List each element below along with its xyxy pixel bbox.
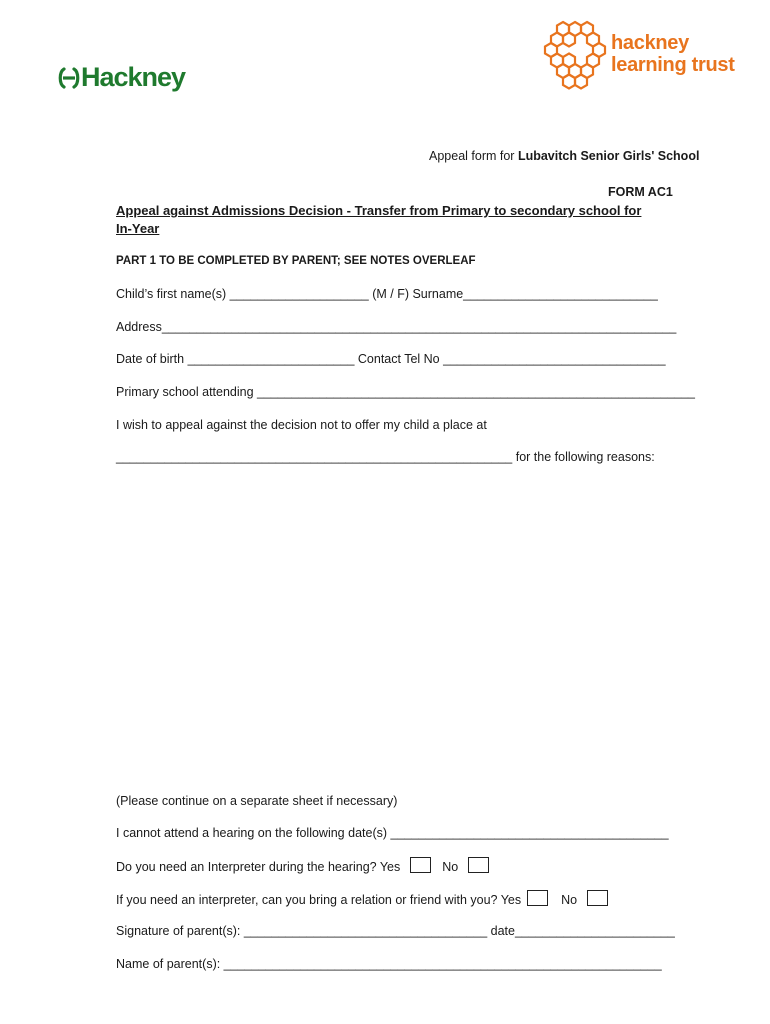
form-code: FORM AC1 bbox=[608, 185, 673, 199]
hackney-h-icon bbox=[57, 66, 81, 90]
relation-yes-checkbox[interactable] bbox=[527, 890, 548, 906]
relation-no-checkbox[interactable] bbox=[587, 890, 608, 906]
hlt-logo-text bbox=[611, 32, 735, 76]
interpreter-no-checkbox[interactable] bbox=[468, 857, 489, 873]
wish-appeal-text: I wish to appeal against the decision not to offer my child a place at bbox=[116, 418, 487, 432]
appeal-form-heading bbox=[429, 148, 699, 164]
hackney-logo bbox=[57, 62, 185, 93]
relation-question bbox=[116, 890, 608, 908]
hearing-dates-field[interactable]: I cannot attend a hearing on the following date(s) ________________________________________ bbox=[116, 826, 669, 840]
relation-no-label: No bbox=[561, 893, 578, 907]
continue-note: (Please continue on a separate sheet if necessary) bbox=[116, 794, 398, 808]
reasons-area[interactable] bbox=[116, 470, 672, 785]
school-name: Lubavitch Senior Girls' School bbox=[517, 149, 700, 163]
relation-question-text: If you need an interpreter, can you bring a relation or friend with you? Yes bbox=[116, 893, 522, 907]
interpreter-question-text: Do you need an Interpreter during the hearing? Yes bbox=[116, 860, 401, 874]
signature-field[interactable]: Signature of parent(s): ___________________________________ date_______________________ bbox=[116, 924, 675, 938]
form-title-line2: In-Year bbox=[116, 221, 160, 236]
hlt-line1: hackney bbox=[611, 32, 689, 54]
interpreter-yes-checkbox[interactable] bbox=[410, 857, 431, 873]
address-field[interactable]: Address__________________________________________________________________________ bbox=[116, 320, 677, 334]
appeal-form-prefix: Appeal form for bbox=[429, 149, 515, 163]
hackney-logo-text: Hackney bbox=[81, 62, 186, 92]
dob-contact-field[interactable]: Date of birth ________________________ Contact Tel No ________________________________ bbox=[116, 352, 666, 366]
interpreter-no-label: No bbox=[442, 860, 459, 874]
primary-school-field[interactable]: Primary school attending _______________________________________________________________ bbox=[116, 385, 696, 399]
hackney-learning-trust-logo bbox=[543, 20, 743, 96]
honeycomb-icon bbox=[543, 20, 609, 96]
part1-heading: PART 1 TO BE COMPLETED BY PARENT; SEE NOTES OVERLEAF bbox=[116, 255, 476, 267]
form-title-line1: Appeal against Admissions Decision - Transfer from Primary to secondary school for bbox=[116, 203, 642, 218]
school-appeal-field[interactable]: _________________________________________________________ for the following reasons: bbox=[116, 450, 655, 464]
parent-name-field[interactable]: Name of parent(s): _______________________________________________________________ bbox=[116, 957, 662, 971]
interpreter-question bbox=[116, 857, 489, 875]
child-name-field[interactable]: Child’s first name(s) ____________________ (M / F) Surname____________________________ bbox=[116, 287, 658, 301]
hlt-line2: learning trust bbox=[611, 54, 735, 76]
